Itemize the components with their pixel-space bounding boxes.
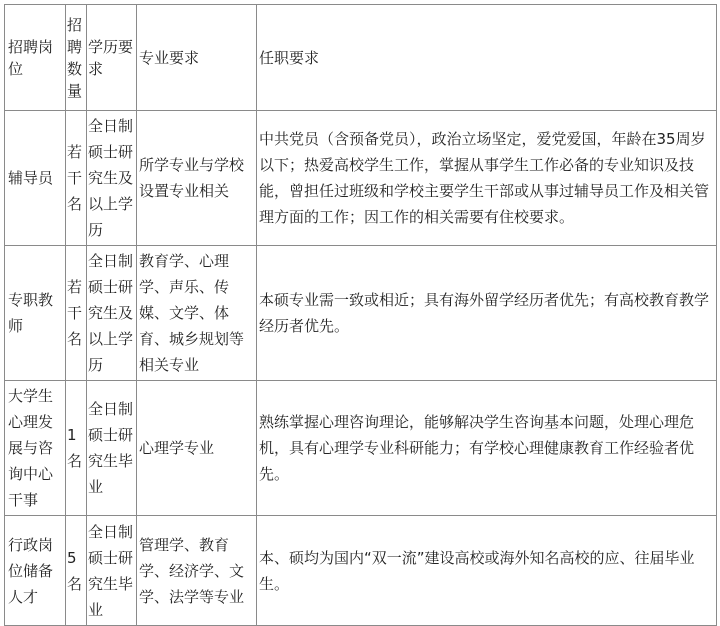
cell-position: 专职教师 [5,246,66,381]
cell-requirements: 中共党员（含预备党员），政治立场坚定，爱党爱国，年龄在35周岁以下；热爱高校学生工作，掌握从事学生工作必备的专业知识及技能，曾担任过班级和学校主要学生干部或从事过辅导员工作及相关管理方面的工作；因工作的相关需要有住校要求。 [257,111,717,246]
cell-education: 全日制硕士研究生及以上学历 [87,111,137,246]
cell-education: 全日制硕士研究生毕业 [87,516,137,626]
header-count: 招聘数量 [66,5,87,111]
table-row [5,111,717,246]
header-position: 招聘岗位 [5,5,66,111]
cell-major: 心理学专业 [137,381,257,516]
cell-requirements: 本硕专业需一致或相近；具有海外留学经历者优先；有高校教育教学经历者优先。 [257,246,717,381]
cell-major: 管理学、教育学、经济学、文学、法学等专业 [137,516,257,626]
cell-major: 教育学、心理学、声乐、传媒、文学、体育、城乡规划等相关专业 [137,246,257,381]
recruitment-table [4,4,717,626]
cell-position: 辅导员 [5,111,66,246]
cell-position: 行政岗位储备人才 [5,516,66,626]
cell-count: 若干名 [66,246,87,381]
table-row [5,246,717,381]
cell-major: 所学专业与学校设置专业相关 [137,111,257,246]
header-requirements: 任职要求 [257,5,717,111]
cell-position: 大学生心理发展与咨询中心干事 [5,381,66,516]
table-header-row [5,5,717,111]
table-row [5,381,717,516]
cell-count: 若干名 [66,111,87,246]
cell-count: 1名 [66,381,87,516]
cell-education: 全日制硕士研究生毕业 [87,381,137,516]
cell-requirements: 本、硕均为国内“双一流”建设高校或海外知名高校的应、往届毕业生。 [257,516,717,626]
cell-count: 5名 [66,516,87,626]
cell-education: 全日制硕士研究生及以上学历 [87,246,137,381]
header-major: 专业要求 [137,5,257,111]
cell-requirements: 熟练掌握心理咨询理论，能够解决学生咨询基本问题，处理心理危机，具有心理学专业科研能力；有学校心理健康教育工作经验者优先。 [257,381,717,516]
table-row [5,516,717,626]
header-education: 学历要求 [87,5,137,111]
